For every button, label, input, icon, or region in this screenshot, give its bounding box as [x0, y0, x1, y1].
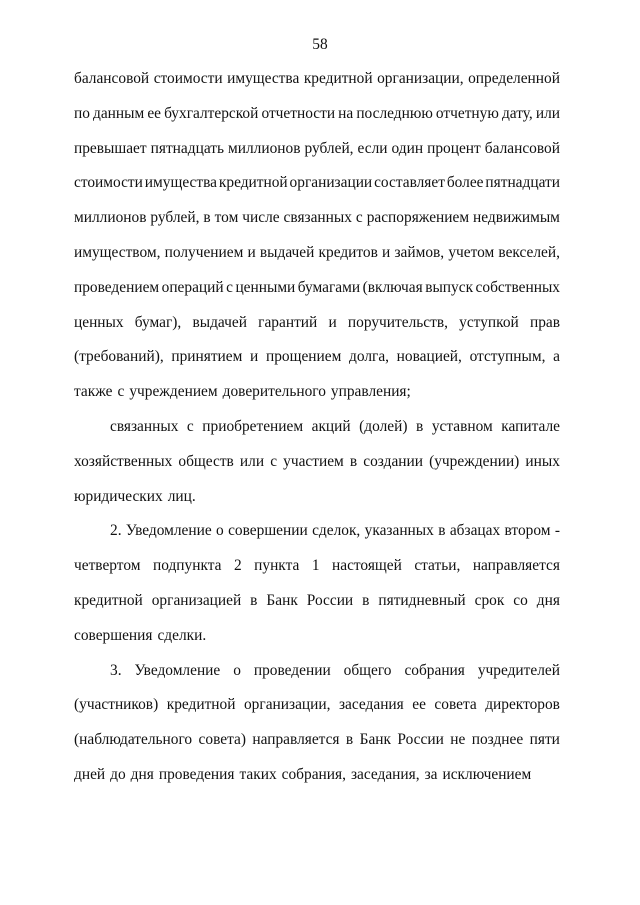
word: последнюю — [356, 104, 433, 122]
text-line — [74, 654, 560, 689]
word: стоимости — [153, 70, 223, 87]
word: дня — [536, 591, 560, 609]
word: займов, — [394, 243, 445, 261]
word: (участников) — [74, 696, 159, 714]
word: директоров — [485, 696, 560, 714]
text-line — [74, 306, 560, 341]
word: а — [553, 348, 560, 366]
word: собрания — [404, 661, 465, 679]
word: выдачей — [192, 313, 247, 331]
text-line — [74, 549, 560, 584]
page-number: 58 — [312, 36, 328, 53]
word: направляется — [252, 731, 340, 749]
word: дней — [74, 765, 106, 783]
word: ценными — [235, 278, 296, 296]
word: организации, — [243, 696, 331, 714]
word: до — [110, 765, 126, 783]
word: (долей) — [359, 417, 408, 435]
word: выпуск — [425, 278, 474, 296]
document-body — [74, 62, 560, 793]
word: настоящей — [332, 557, 402, 575]
word: доверительного — [222, 383, 326, 401]
word: хозяйственных — [74, 452, 173, 470]
word: пункта — [254, 557, 300, 575]
word: приобретением — [202, 417, 304, 435]
word: миллионов — [228, 139, 301, 157]
word: прав — [529, 313, 560, 331]
word: Уведомление — [125, 522, 212, 540]
word: составляет — [374, 174, 445, 192]
word: в — [203, 209, 211, 227]
word: учредителей — [477, 661, 560, 679]
word: акций — [311, 417, 351, 435]
word: бухгалтерской — [164, 104, 259, 122]
word: статьи, — [414, 557, 461, 575]
word: (наблюдательного — [74, 731, 193, 749]
word: пятнадцати — [485, 174, 560, 192]
word: определенной — [468, 70, 560, 87]
word: или — [239, 452, 265, 470]
word: получением — [164, 243, 244, 261]
word: позднее — [471, 731, 524, 749]
word: стоимости — [74, 174, 143, 192]
word: абзацах — [449, 522, 501, 540]
word: заседания — [338, 696, 404, 714]
word: пятидневный — [378, 591, 466, 609]
paragraph — [74, 62, 560, 410]
word: кредитной — [166, 696, 236, 714]
word: (учреждении) — [429, 452, 520, 470]
word: бумагами — [297, 278, 361, 296]
text-line — [74, 271, 560, 306]
word: общего — [343, 661, 392, 679]
word: и — [250, 348, 259, 366]
word: в — [416, 417, 424, 435]
word: выдачей — [259, 243, 315, 261]
word: и — [382, 243, 391, 261]
word: имущества — [144, 174, 217, 192]
paragraph — [74, 514, 560, 653]
word: 3. — [110, 661, 122, 679]
text-line — [74, 62, 560, 97]
word: векселей, — [498, 243, 560, 261]
word: миллионов — [74, 209, 147, 227]
word: кредитной — [74, 591, 143, 609]
word: направляется — [472, 557, 560, 575]
word: дату, — [501, 104, 533, 122]
word: гарантий — [258, 313, 318, 331]
text-line — [74, 514, 560, 549]
word: не — [450, 731, 466, 749]
word: проведения — [158, 765, 235, 783]
word: (включая — [362, 278, 423, 296]
word: сделок, — [312, 522, 361, 540]
word: России — [306, 591, 354, 609]
word: отступным, — [469, 348, 546, 366]
word: кредитной — [218, 174, 288, 192]
word: и — [328, 313, 337, 331]
word: данным — [93, 104, 145, 122]
word: о — [233, 661, 241, 679]
text-line — [74, 723, 560, 758]
word: пятнадцать — [150, 139, 224, 157]
word: собрания, — [281, 765, 346, 783]
text-line — [74, 480, 560, 515]
word: Уведомление — [134, 661, 221, 679]
word: бумаг), — [134, 313, 182, 331]
text-line — [74, 201, 560, 236]
word: принятием — [171, 348, 243, 366]
text-line — [74, 166, 560, 201]
word: уступкой — [459, 313, 519, 331]
word: о — [216, 522, 224, 540]
word: в — [250, 591, 258, 609]
word: кредитной — [303, 70, 373, 87]
word: операций — [161, 278, 224, 296]
word: - — [554, 522, 560, 540]
word: Банк — [266, 591, 298, 609]
word: или — [535, 104, 560, 122]
word: четвертом — [74, 557, 141, 575]
word: исключением — [442, 765, 532, 783]
word: с — [226, 278, 233, 296]
word: на — [338, 104, 354, 122]
word: кредитов — [318, 243, 378, 261]
text-line — [74, 619, 560, 654]
word: указанных — [364, 522, 434, 540]
word: том — [214, 209, 239, 227]
word: уставном — [431, 417, 493, 435]
word: сделки. — [157, 626, 207, 644]
word: срок — [474, 591, 505, 609]
word: со — [513, 591, 528, 609]
word: организации, — [377, 70, 464, 87]
word: лиц. — [167, 487, 196, 505]
word: связанных — [110, 417, 179, 435]
word: за — [424, 765, 438, 783]
word: организацией — [151, 591, 242, 609]
word: (требований), — [74, 348, 164, 366]
word: с — [355, 209, 363, 227]
word: с — [270, 452, 278, 470]
word: долга, — [349, 348, 389, 366]
word: имуществом, — [74, 243, 161, 261]
word: процент — [427, 139, 481, 157]
word: учреждением — [129, 383, 218, 401]
word: в — [349, 452, 358, 470]
text-line — [74, 758, 560, 793]
text-line — [74, 97, 560, 132]
word: в — [362, 591, 370, 609]
word: таких — [239, 765, 277, 783]
word: с — [186, 417, 194, 435]
word: иных — [525, 452, 560, 470]
word: капитале — [501, 417, 560, 435]
word: недвижимым — [473, 209, 560, 227]
word: совершении — [228, 522, 308, 540]
text-line — [74, 236, 560, 271]
word: имущества — [227, 70, 300, 87]
word: 1 — [311, 557, 320, 575]
word: с — [117, 383, 125, 401]
word: если — [357, 139, 388, 157]
word: проведением — [74, 278, 160, 296]
word: России — [397, 731, 444, 749]
text-line — [74, 340, 560, 375]
word: рублей, — [304, 139, 354, 157]
word: Банк — [359, 731, 391, 749]
paragraph — [74, 654, 560, 793]
word: подпункта — [152, 557, 222, 575]
word: по — [74, 104, 90, 122]
word: поручительств, — [347, 313, 448, 331]
word: ее — [412, 696, 426, 714]
word: рублей, — [150, 209, 200, 227]
text-line — [74, 584, 560, 619]
word: управления; — [330, 383, 411, 401]
text-line — [74, 410, 560, 445]
word: ценных — [74, 313, 124, 331]
word: совета) — [198, 731, 246, 749]
word: учетом — [448, 243, 495, 261]
word: также — [74, 383, 113, 401]
word: в — [438, 522, 446, 540]
word: 2 — [233, 557, 242, 575]
word: распоряжением — [366, 209, 470, 227]
word: отчетную — [435, 104, 499, 122]
word: организации — [289, 174, 373, 192]
word: балансовой — [74, 70, 150, 87]
word: участием — [283, 452, 344, 470]
word: собственных — [475, 278, 560, 296]
word: совета — [434, 696, 477, 714]
word: обществ — [178, 452, 234, 470]
word: юридических — [74, 487, 163, 505]
text-line — [74, 375, 560, 410]
word: в — [345, 731, 354, 749]
word: более — [446, 174, 484, 192]
word: числе — [242, 209, 280, 227]
paragraph — [74, 410, 560, 514]
text-line — [74, 445, 560, 480]
word: проведении — [253, 661, 331, 679]
text-line — [74, 132, 560, 167]
word: новацией, — [396, 348, 462, 366]
word: один — [391, 139, 424, 157]
word: заседания, — [350, 765, 420, 783]
word: втором — [504, 522, 551, 540]
word: балансовой — [484, 139, 560, 157]
word: создании — [363, 452, 423, 470]
word: пяти — [529, 731, 560, 749]
word: превышает — [74, 139, 147, 157]
text-line — [74, 688, 560, 723]
word: дня — [130, 765, 154, 783]
word: совершения — [74, 626, 153, 644]
word: отчетности — [261, 104, 336, 122]
word: 2. — [110, 522, 122, 540]
word: связанных — [283, 209, 352, 227]
word: прощением — [265, 348, 342, 366]
word: ее — [147, 104, 161, 122]
word: и — [247, 243, 256, 261]
